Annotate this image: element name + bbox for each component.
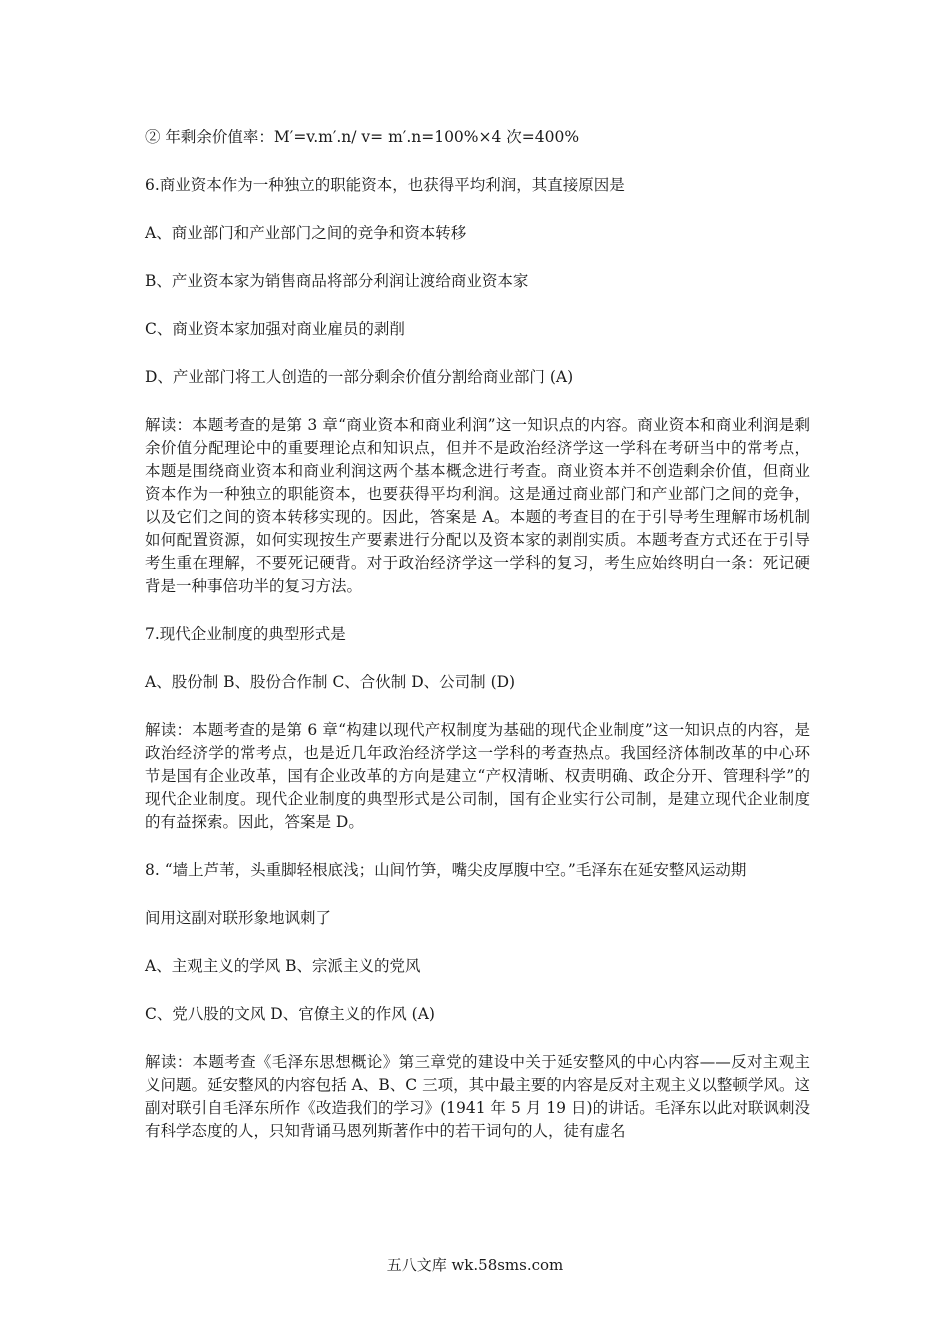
page-footer: 五八文库 wk.58sms.com <box>386 1256 564 1274</box>
question-6-option-b: B、产业资本家为销售商品将部分利润让渡给商业资本家 <box>145 272 529 290</box>
question-7-options: A、股份制 B、股份合作制 C、合伙制 D、公司制 (D) <box>145 673 516 691</box>
formula-line: ② 年剩余价值率：M′=v.m′.n/ v= m′.n=100%×4 次=400% <box>145 128 580 146</box>
question-8-explanation: 解读：本题考查《毛泽东思想概论》第三章党的建设中关于延安整风的中心内容——反对主观主义问题。延安整风的内容包括 A、B、C 三项，其中最主要的内容是反对主观主义以整顿学风。这副对联引自毛泽东所作《改造我们的学习》(1941 年 5 月 19 日)的讲话。毛泽东以此对联讽刺没有科学态度的人，只知背诵马恩列斯著作中的若干词句的人，徒有虚名 <box>145 1053 810 1140</box>
question-6-stem: 6.商业资本作为一种独立的职能资本，也获得平均利润，其直接原因是 <box>145 176 625 194</box>
question-8-stem-continued: 间用这副对联形象地讽刺了 <box>145 909 332 927</box>
question-6-explanation: 解读：本题考查的是第 3 章“商业资本和商业利润”这一知识点的内容。商业资本和商业利润是剩余价值分配理论中的重要理论点和知识点，但并不是政治经济学这一学科在考研当中的常考点，本题是围绕商业资本和商业利润这两个基本概念进行考查。商业资本并不创造剩余价值，但商业资本作为一种独立的职能资本，也要获得平均利润。这是通过商业部门和产业部门之间的竞争，以及它们之间的资本转移实现的。因此，答案是 A。本题的考查目的在于引导考生理解市场机制如何配置资源，如何实现按生产要素进行分配以及资本家的剥削实质。本题考查方式还在于引导考生重在理解，不要死记硬背。对于政治经济学这一学科的复习，考生应始终明白一条：死记硬背是一种事倍功半的复习方法。 <box>145 416 810 595</box>
question-7-stem: 7.现代企业制度的典型形式是 <box>145 625 346 643</box>
question-7-explanation: 解读：本题考查的是第 6 章“构建以现代产权制度为基础的现代企业制度”这一知识点的内容，是政治经济学的常考点，也是近几年政治经济学这一学科的考查热点。我国经济体制改革的中心环节是国有企业改革，国有企业改革的方向是建立“产权清晰、权责明确、政企分开、管理科学”的现代企业制度。现代企业制度的典型形式是公司制，国有企业实行公司制，是建立现代企业制度的有益探索。因此，答案是 D。 <box>145 721 810 831</box>
document-body <box>145 126 810 1168</box>
question-6-option-a: A、商业部门和产业部门之间的竞争和资本转移 <box>145 224 467 242</box>
question-6-option-c: C、商业资本家加强对商业雇员的剥削 <box>145 320 405 338</box>
question-8-options-ab: A、主观主义的学风 B、宗派主义的党风 <box>145 957 421 975</box>
question-6-option-d: D、产业部门将工人创造的一部分剩余价值分割给商业部门 (A) <box>145 368 574 386</box>
question-8-options-cd: C、党八股的文风 D、官僚主义的作风 (A) <box>145 1005 435 1023</box>
question-8-stem: 8. “墙上芦苇，头重脚轻根底浅；山间竹笋，嘴尖皮厚腹中空。”毛泽东在延安整风运动期 <box>145 861 747 879</box>
